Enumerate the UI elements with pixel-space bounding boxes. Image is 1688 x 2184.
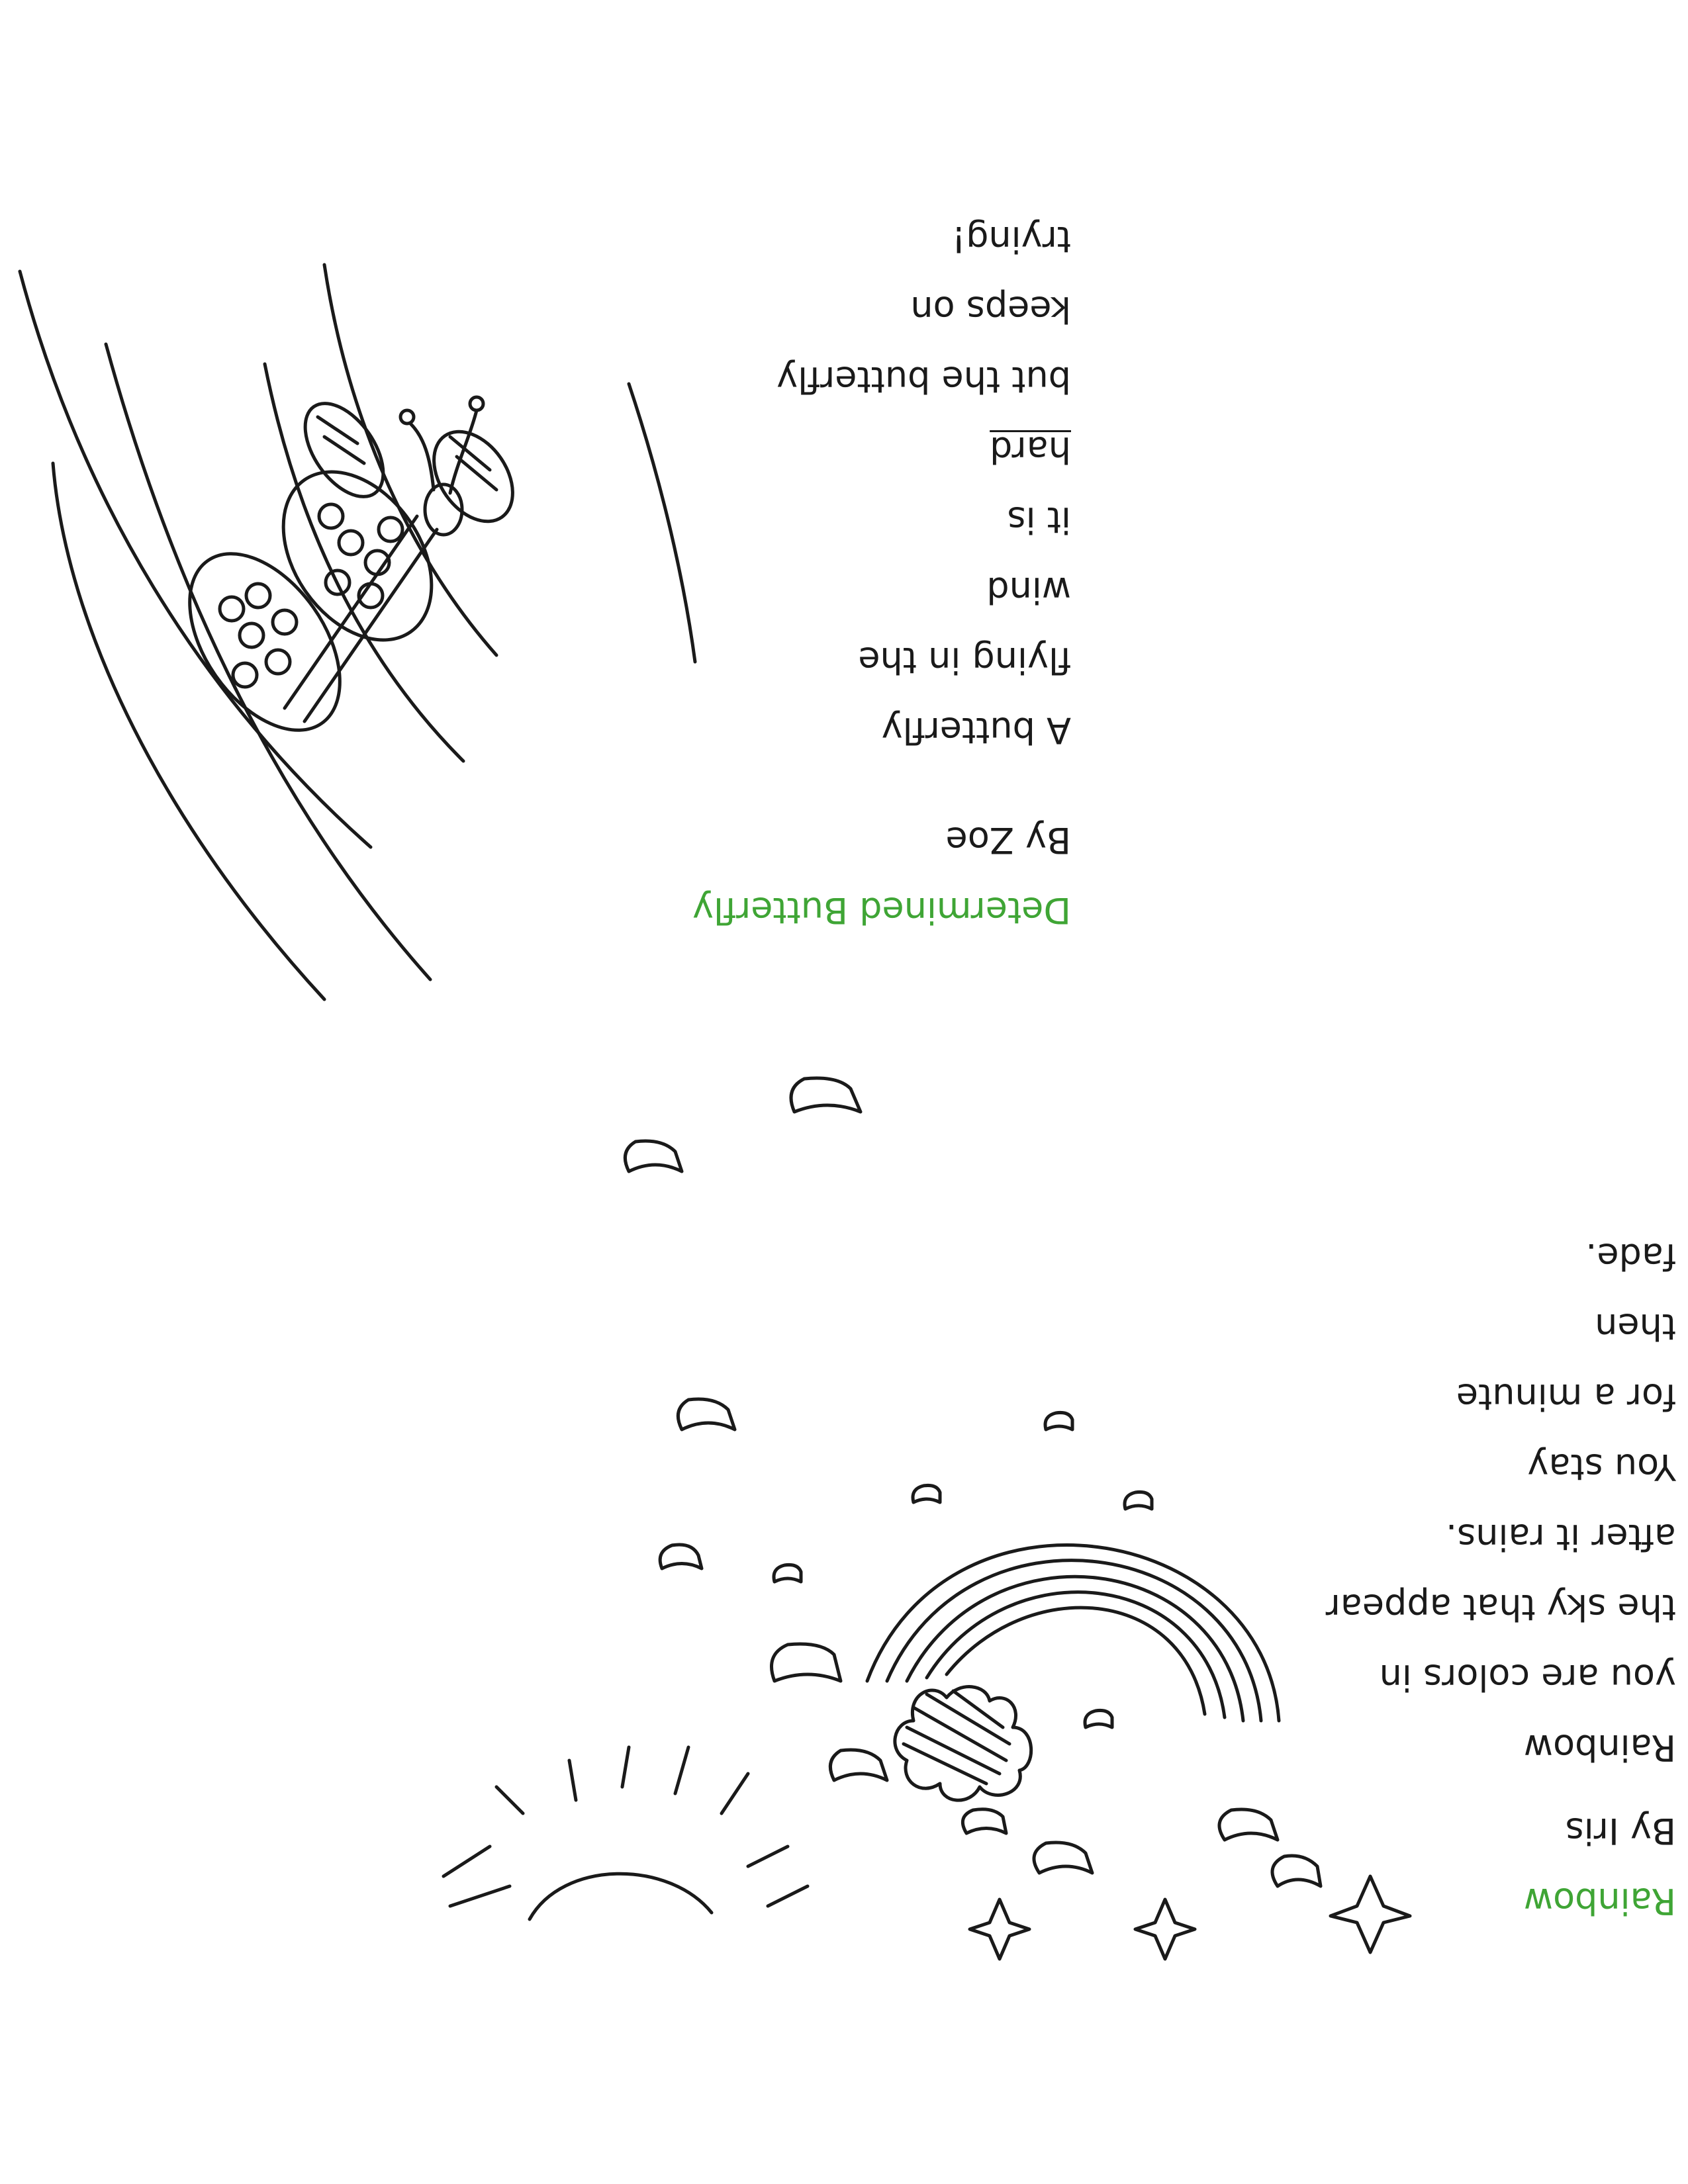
poem-line: the sky that appear [1325, 1586, 1676, 1628]
cloud-drawing [895, 1687, 1031, 1801]
poem-line: keeps on [910, 289, 1071, 330]
poem-line: trying! [951, 218, 1071, 260]
sun-drawing [444, 1747, 808, 1919]
raindrops-drawing [625, 1078, 1321, 1886]
poem-line: you are colors in [1379, 1657, 1676, 1698]
poem-line: You stay [1527, 1446, 1676, 1488]
poem-author: By Zoe [945, 819, 1071, 861]
poem-line: Rainbow [1523, 1727, 1676, 1768]
poem-line: flying in the [858, 639, 1071, 681]
poem-line: fade. [1585, 1236, 1676, 1277]
poem-author: By Iris [1565, 1810, 1676, 1852]
poem-line: after it rains. [1445, 1516, 1676, 1558]
butterfly-drawing [159, 390, 529, 758]
poem-line: for a minute [1456, 1376, 1676, 1418]
rainbow-drawing [867, 1545, 1279, 1721]
poem-line: but the butterfly [776, 359, 1071, 400]
poem-line-underlined: hard [990, 429, 1071, 471]
wind-lines-drawing [20, 265, 695, 999]
poem-line: A butterfly [881, 709, 1071, 751]
poem-title: Rainbow [1523, 1880, 1676, 1922]
poem-rainbow [1326, 1221, 1676, 1936]
poem-line: it is [1007, 499, 1071, 541]
poem-line: wind [986, 569, 1071, 611]
poem-title: Determined Butterfly [692, 889, 1071, 931]
poem-determined-butterfly [692, 204, 1071, 945]
poem-line: then [1595, 1306, 1676, 1347]
